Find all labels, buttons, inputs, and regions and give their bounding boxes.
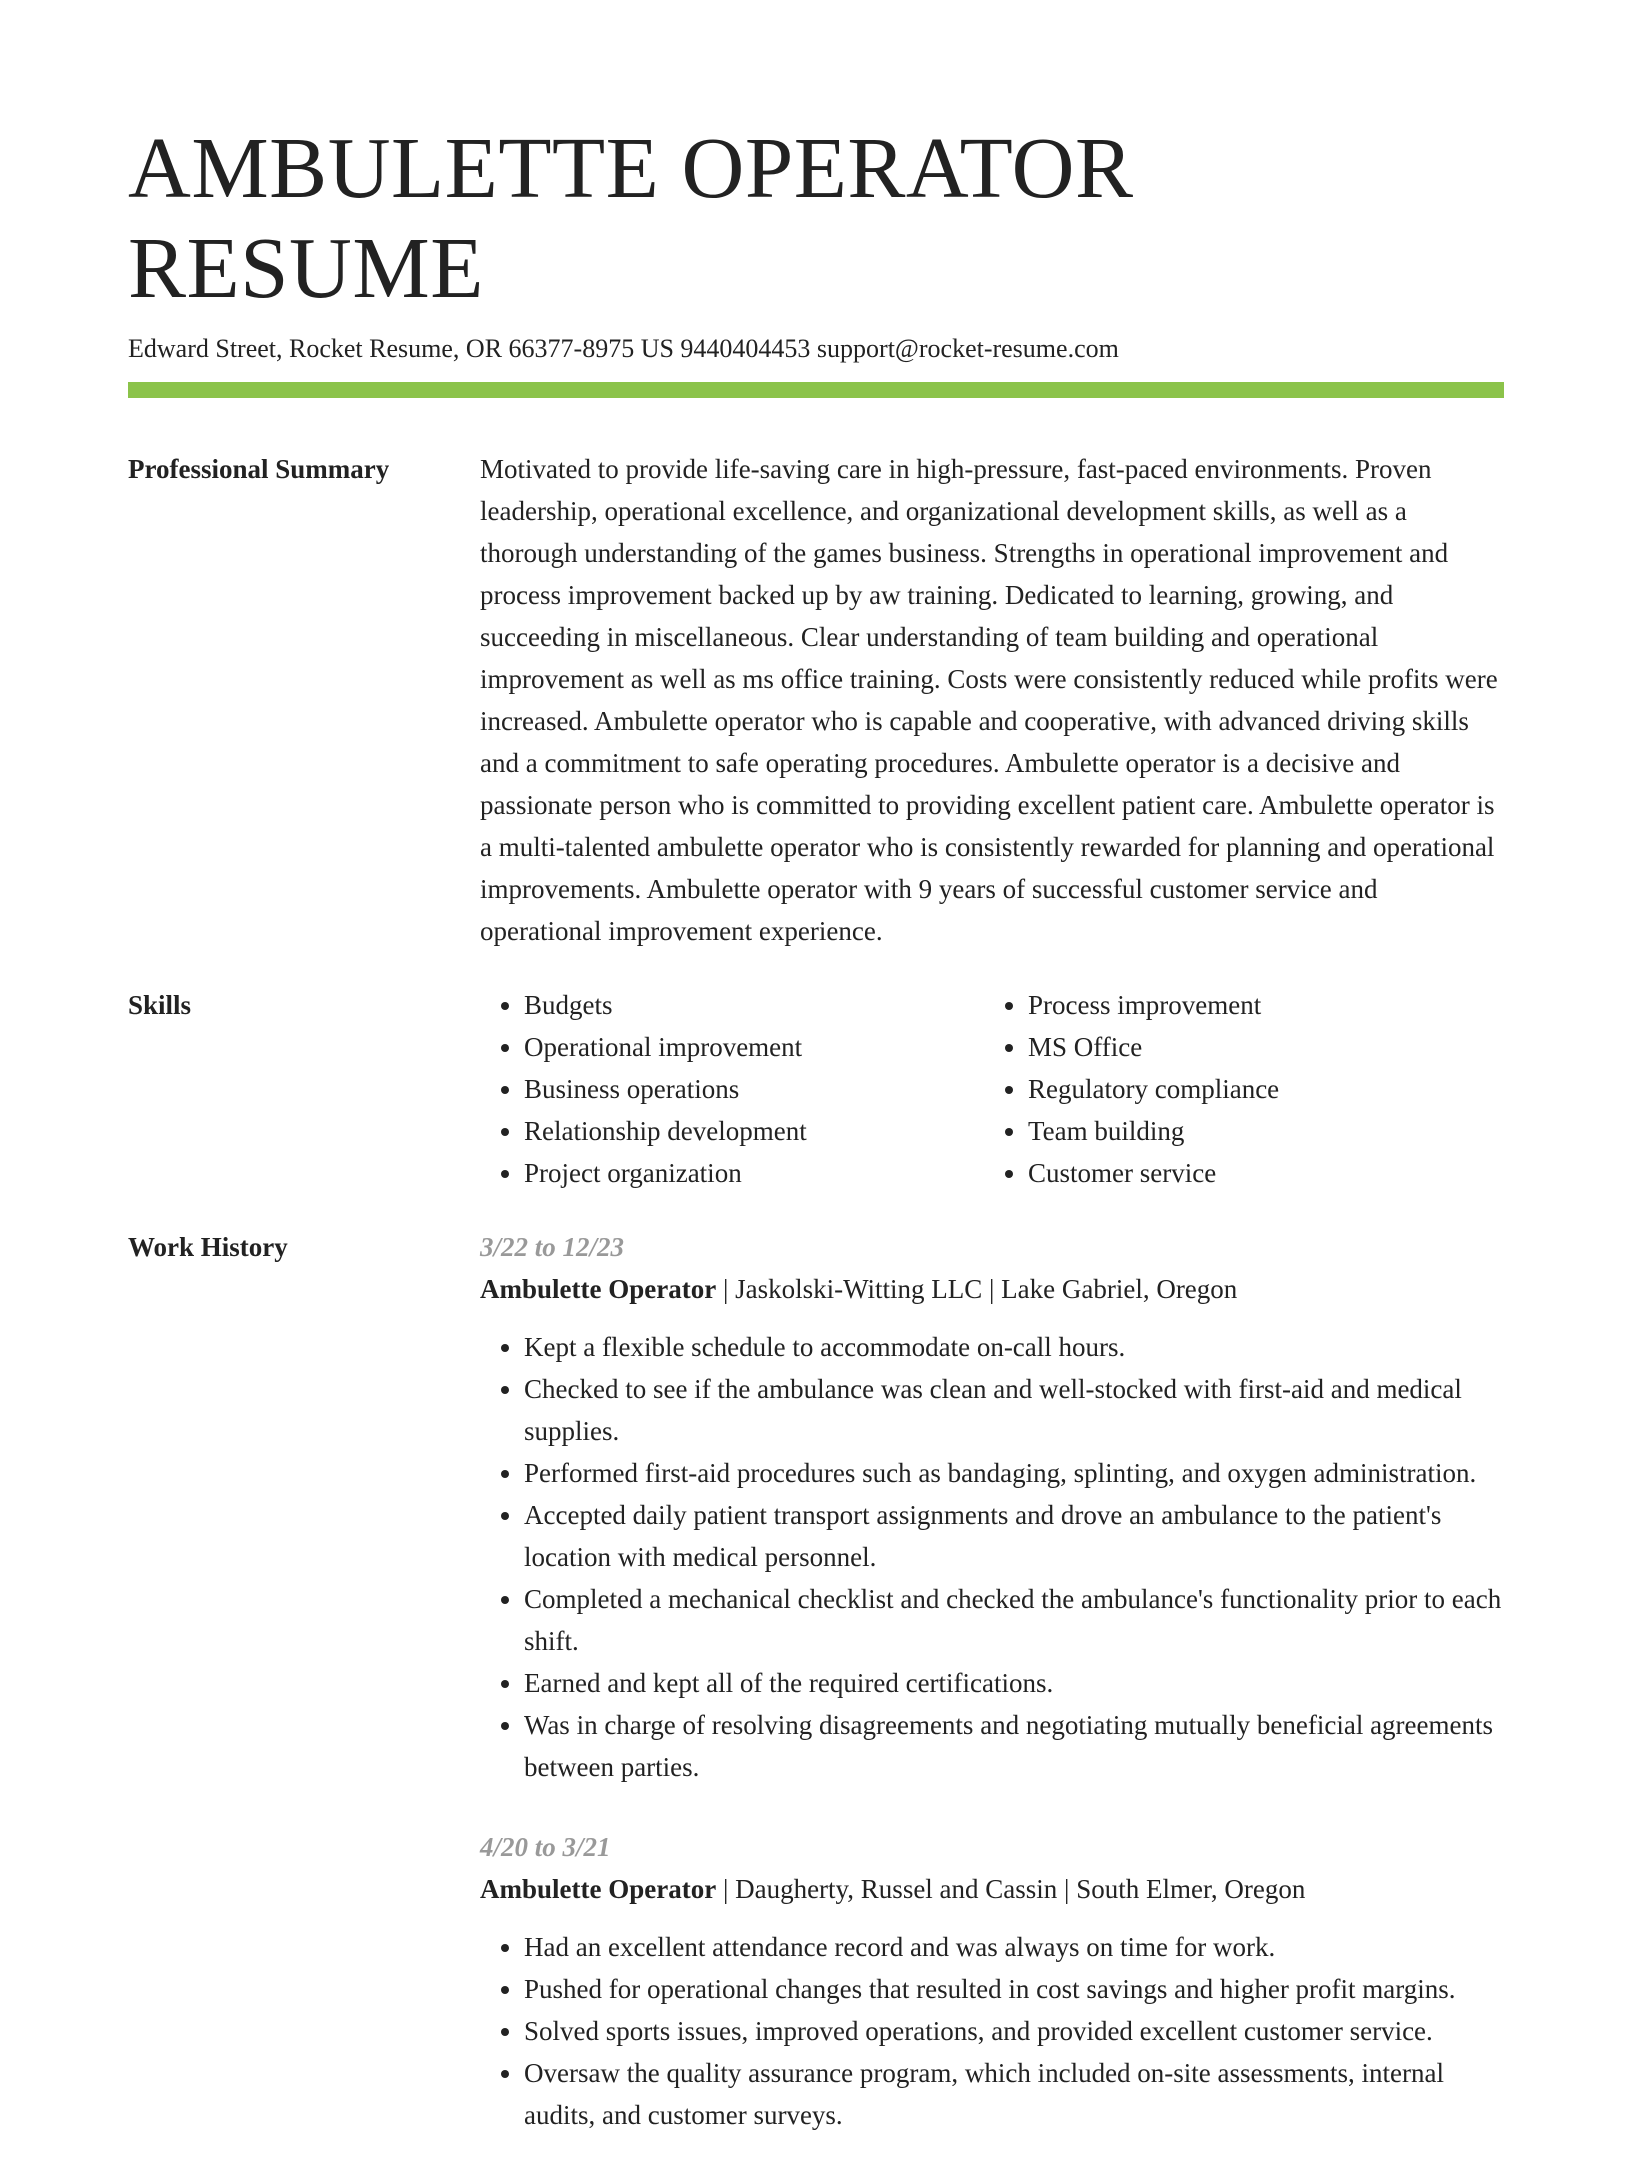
skill-item: • Regulatory compliance bbox=[1028, 1068, 1488, 1110]
job-title: Ambulette Operator bbox=[480, 1874, 717, 1904]
skill-item: • Project organization bbox=[524, 1152, 984, 1194]
skill-item: • Business operations bbox=[524, 1068, 984, 1110]
job-entry bbox=[480, 1826, 1504, 2136]
job-bullet: • Completed a mechanical checklist and checked the ambulance's functionality prior to each shift. bbox=[524, 1578, 1504, 1662]
skills-column-left bbox=[480, 984, 984, 1194]
job-bullet: • Performed first-aid procedures such as bandaging, splinting, and oxygen administration. bbox=[524, 1452, 1504, 1494]
job-bullets bbox=[480, 1326, 1504, 1788]
skill-item: • Team building bbox=[1028, 1110, 1488, 1152]
skills-heading: Skills bbox=[128, 990, 192, 1020]
skills-section bbox=[128, 984, 1504, 1194]
job-bullet: • Solved sports issues, improved operations, and provided excellent customer service. bbox=[524, 2010, 1504, 2052]
job-bullets bbox=[480, 1926, 1504, 2136]
resume-title: AMBULETTE OPERATOR RESUME bbox=[128, 119, 1134, 316]
job-dates: 4/20 to 3/21 bbox=[480, 1832, 611, 1862]
job-employer-location: | Jaskolski-Witting LLC | Lake Gabriel, Oregon bbox=[716, 1274, 1238, 1304]
skill-item: • Budgets bbox=[524, 984, 984, 1026]
job-bullet: • Had an excellent attendance record and was always on time for work. bbox=[524, 1926, 1504, 1968]
work-history-body bbox=[480, 1226, 1504, 2174]
job-bullet: • Oversaw the quality assurance program, which included on-site assessments, internal audits, and customer surveys. bbox=[524, 2052, 1504, 2136]
summary-body bbox=[480, 448, 1504, 952]
job-dates: 3/22 to 12/23 bbox=[480, 1232, 625, 1262]
job-heading bbox=[480, 1868, 1504, 1910]
skill-item: • Operational improvement bbox=[524, 1026, 984, 1068]
summary-text: Motivated to provide life-saving care in high-pressure, fast-paced environments. Proven leadership, operational excellence, and organizational development skills, as well as a thorough understanding of the games business. Strengths in operational improvement and process improvement backed up by aw training. Dedicated to learning, growing, and succeeding in miscellaneous. Clear understanding of team building and operational improvement as well as ms office training. Costs were consistently reduced while profits were increased. Ambulette operator who is capable and cooperative, with advanced driving skills and a commitment to safe operating procedures. Ambulette operator is a decisive and passionate person who is committed to providing excellent patient care. Ambulette operator is a multi-talented ambulette operator who is consistently rewarded for planning and operational improvements. Ambulette operator with 9 years of successful customer service and operational improvement experience. bbox=[480, 454, 1498, 946]
work-history-heading: Work History bbox=[128, 1232, 288, 1262]
job-employer-location: | Daugherty, Russel and Cassin | South Elmer, Oregon bbox=[716, 1874, 1306, 1904]
skill-item: • Process improvement bbox=[1028, 984, 1488, 1026]
accent-divider bbox=[128, 382, 1504, 398]
job-bullet: • Was in charge of resolving disagreements and negotiating mutually beneficial agreements between parties. bbox=[524, 1704, 1504, 1788]
skill-item: • Relationship development bbox=[524, 1110, 984, 1152]
job-bullet: • Pushed for operational changes that resulted in cost savings and higher profit margins. bbox=[524, 1968, 1504, 2010]
summary-section bbox=[128, 448, 1504, 952]
job-title: Ambulette Operator bbox=[480, 1274, 717, 1304]
job-bullet: • Accepted daily patient transport assignments and drove an ambulance to the patient's location with medical personnel. bbox=[524, 1494, 1504, 1578]
job-heading bbox=[480, 1268, 1504, 1310]
job-entry bbox=[480, 1226, 1504, 1788]
skill-item: • MS Office bbox=[1028, 1026, 1488, 1068]
job-bullet: • Kept a flexible schedule to accommodate on-call hours. bbox=[524, 1326, 1504, 1368]
skills-column-right bbox=[984, 984, 1488, 1194]
job-bullet: • Checked to see if the ambulance was clean and well-stocked with first-aid and medical supplies. bbox=[524, 1368, 1504, 1452]
summary-heading: Professional Summary bbox=[128, 454, 390, 484]
work-history-section bbox=[128, 1226, 1504, 2174]
skills-grid bbox=[480, 984, 1504, 1194]
contact-line: Edward Street, Rocket Resume, OR 66377-8975 US 9440404453 support@rocket-resume.com bbox=[128, 334, 1119, 363]
job-bullet: • Earned and kept all of the required certifications. bbox=[524, 1662, 1504, 1704]
skill-item: • Customer service bbox=[1028, 1152, 1488, 1194]
